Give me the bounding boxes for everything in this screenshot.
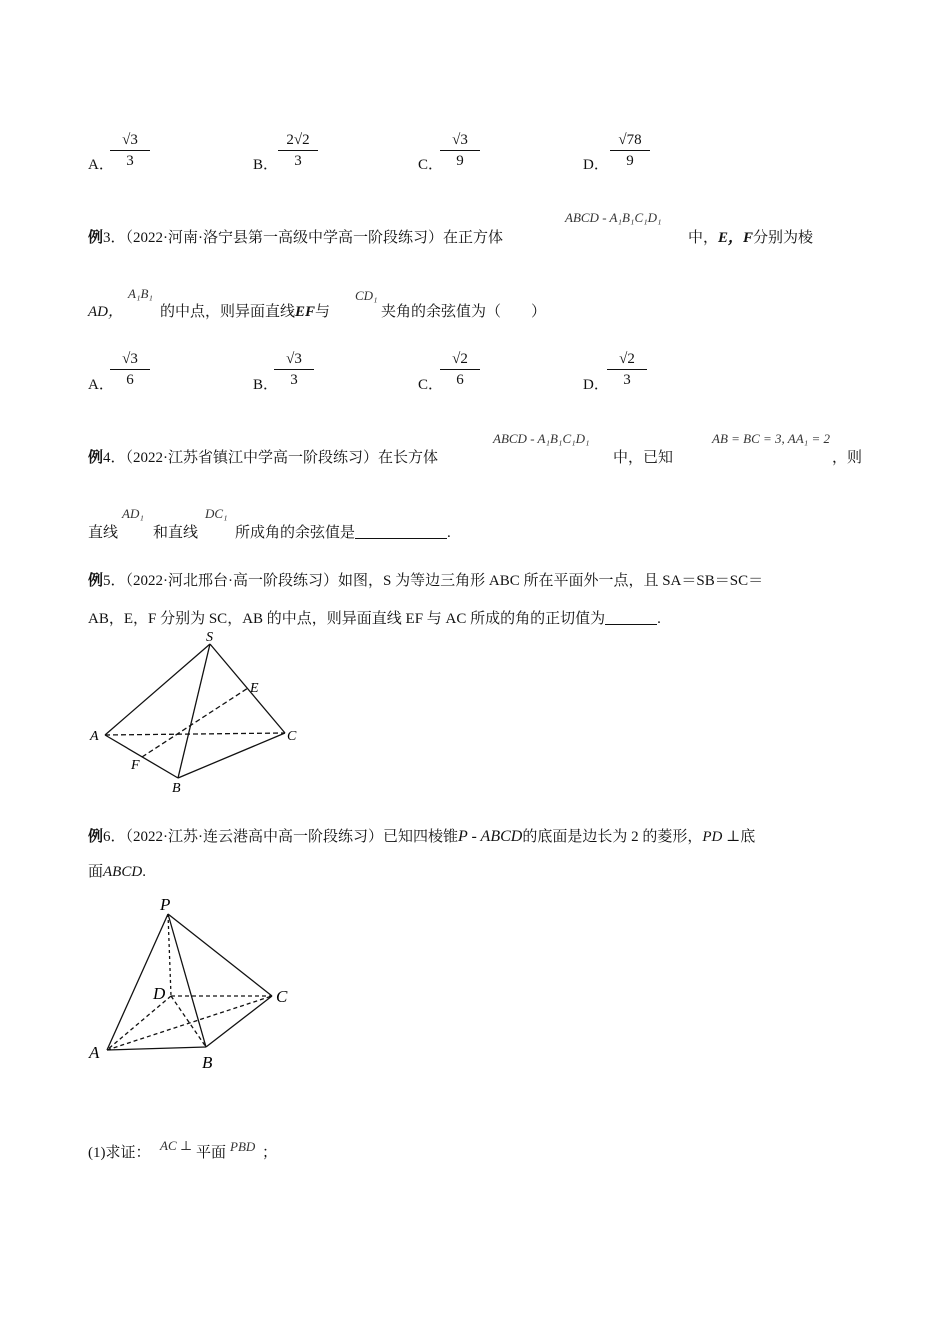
ex3-option-d-label: D．	[583, 377, 609, 393]
text: 的中点，则异面直线	[160, 304, 296, 320]
segment-ef-hidden	[142, 688, 248, 757]
label-b: B	[172, 781, 181, 796]
q2-option-d-label: D．	[583, 157, 609, 173]
edge-ac-hidden	[105, 733, 285, 735]
question-tail: 夹角的余弦值为（ ）	[381, 304, 547, 320]
example-3-line-1-tail	[688, 226, 813, 247]
ex3-option-c-label: C．	[418, 377, 444, 393]
line-ef: EF	[295, 304, 316, 320]
example-6-line-2	[88, 860, 146, 881]
example-number: 4．	[103, 450, 126, 466]
example-5-line-1	[88, 569, 763, 590]
fraction-numerator: √3	[452, 132, 468, 148]
q2-option-c-label: C．	[418, 157, 444, 173]
label-p: P	[160, 895, 171, 914]
example-number: 5．	[103, 573, 126, 589]
text: 中，已知	[613, 450, 674, 466]
text: .	[657, 611, 661, 627]
ex3-option-b-label: B．	[253, 377, 279, 393]
text: 所成角的余弦值是	[235, 525, 356, 541]
pyramid-figure	[80, 890, 320, 1080]
edge-pc	[168, 914, 272, 996]
label-f: F	[131, 758, 140, 773]
label-d: D	[153, 984, 166, 1003]
ex3-option-a-fraction	[110, 349, 150, 390]
ex3-option-c-fraction	[440, 349, 480, 390]
example-tag: 例	[88, 829, 104, 845]
points-ef: E，F	[718, 230, 754, 246]
example-3-line-1	[88, 226, 503, 247]
fraction-denominator: 6	[110, 369, 150, 390]
q2-option-c-fraction	[440, 130, 480, 171]
example-text: （2022·河北邢台·高一阶段练习）如图，S 为等边三角形 ABC 所在平面外一点，且 SA＝SB＝SC＝	[125, 573, 764, 589]
edge-pd-hidden	[168, 914, 171, 996]
edge-ab	[107, 1047, 206, 1050]
q2-option-b-fraction	[278, 130, 318, 171]
base-abcd: ABCD	[103, 864, 143, 880]
q2-option-a-label: A．	[88, 157, 114, 173]
text: 分别为棱	[753, 230, 814, 246]
edge-da-hidden	[107, 996, 171, 1050]
label-b: B	[202, 1053, 213, 1072]
pyramid-formula: P - ABCD	[458, 828, 523, 845]
example-6-line-1	[88, 825, 755, 846]
line-cd1: CD₁	[355, 288, 378, 303]
edge-ad: AD，	[88, 304, 123, 320]
text: 和直线	[153, 525, 199, 541]
label-a: A	[90, 729, 99, 744]
example-source: （2022·河南·洛宁县第一高级中学高一阶段练习）在正方体	[125, 230, 504, 246]
text: .	[447, 525, 451, 541]
example-5-line-2	[88, 607, 661, 628]
line-ad1: AD₁	[122, 506, 144, 521]
example-3-line-2	[160, 300, 330, 321]
tetrahedron-figure	[80, 630, 320, 800]
ex3-option-b-fraction	[274, 349, 314, 390]
text: 中，	[688, 230, 719, 246]
example-number: 3．	[103, 230, 126, 246]
text: 面	[88, 864, 104, 880]
q2-option-b-label: B．	[253, 157, 279, 173]
fraction-numerator: 2√2	[286, 132, 310, 148]
edge-bc	[206, 996, 272, 1047]
text: ；	[262, 1145, 278, 1161]
q2-option-a-fraction	[110, 130, 150, 171]
example-tag: 例	[88, 450, 104, 466]
fraction-denominator: 9	[440, 150, 480, 171]
example-tag: 例	[88, 573, 104, 589]
text: .	[142, 864, 146, 880]
pd-perp: PD ⊥	[702, 829, 741, 845]
example-source: （2022·江苏省镇江中学高一阶段练习）在长方体	[125, 450, 439, 466]
edge-pb	[168, 914, 206, 1047]
label-c: C	[276, 987, 288, 1006]
edge-sa	[105, 644, 210, 735]
edge-ab	[105, 735, 178, 778]
fraction-numerator: √78	[618, 132, 642, 148]
fraction-denominator: 6	[440, 369, 480, 390]
condition-formula: AB = BC = 3, AA₁ = 2	[712, 431, 830, 446]
example-text: AB，E，F 分别为 SC，AB 的中点，则异面直线 EF 与 AC 所成的角的正切值为	[88, 611, 606, 627]
text: ，则	[832, 450, 863, 466]
cube-formula: ABCD - A₁B₁C₁D₁	[565, 210, 662, 225]
plane-pbd: PBD	[230, 1139, 256, 1154]
example-number: 6．	[103, 829, 126, 845]
label-a: A	[89, 1043, 100, 1062]
ex3-option-d-fraction	[607, 349, 647, 390]
line-dc1: DC₁	[205, 506, 228, 521]
example-6-part-1	[88, 1141, 151, 1162]
answer-blank[interactable]	[605, 610, 657, 625]
fraction-numerator: √2	[619, 351, 635, 367]
edge-sc	[210, 644, 285, 733]
answer-blank[interactable]	[355, 524, 447, 539]
text: 与	[315, 304, 331, 320]
q2-option-d-fraction	[610, 130, 650, 171]
fraction-denominator: 3	[607, 369, 647, 390]
example-source: （2022·江苏·连云港高中高一阶段练习）已知四棱锥	[125, 829, 459, 845]
text: 的底面是边长为 2 的菱形，	[522, 829, 703, 845]
box-formula: ABCD - A₁B₁C₁D₁	[493, 431, 590, 446]
edge-a1b1: A₁B₁	[128, 286, 153, 301]
text: 底	[740, 829, 756, 845]
fraction-numerator: √3	[122, 132, 138, 148]
example-4-line-1	[88, 446, 438, 467]
ac-perp: AC ⊥	[160, 1138, 193, 1153]
fraction-denominator: 9	[610, 150, 650, 171]
fraction-numerator: √3	[122, 351, 138, 367]
ex3-option-a-label: A．	[88, 377, 114, 393]
edge-pa	[107, 914, 168, 1050]
example-4-line-2	[235, 521, 451, 542]
edge-sb	[178, 644, 210, 778]
diagonal-db-hidden	[171, 996, 206, 1047]
label-e: E	[250, 681, 259, 696]
fraction-denominator: 3	[110, 150, 150, 171]
part-label: (1)求证：	[88, 1145, 151, 1161]
fraction-denominator: 3	[278, 150, 318, 171]
diagonal-ac-hidden	[107, 996, 272, 1050]
label-c: C	[287, 729, 297, 744]
label-s: S	[206, 630, 213, 645]
fraction-denominator: 3	[274, 369, 314, 390]
fraction-numerator: √2	[452, 351, 468, 367]
example-tag: 例	[88, 230, 104, 246]
edge-bc	[178, 733, 285, 778]
text: 直线	[88, 525, 119, 541]
text: 平面	[196, 1145, 227, 1161]
fraction-numerator: √3	[286, 351, 302, 367]
